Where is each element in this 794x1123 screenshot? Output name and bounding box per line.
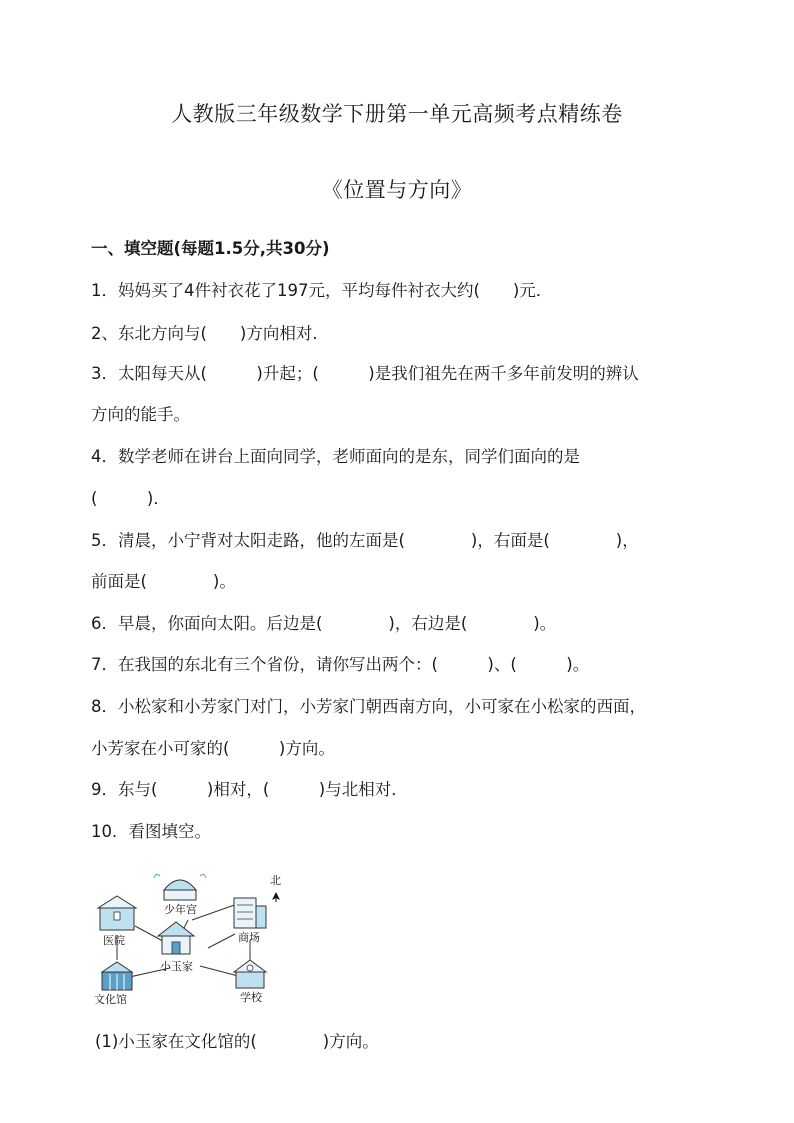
worksheet-title: 人教版三年级数学下册第一单元高频考点精练卷: [171, 102, 623, 126]
question-line: 4．数学老师在讲台上面向同学，老师面向的是东，同学们面向的是: [91, 447, 580, 466]
north-label: 北: [270, 874, 281, 887]
map-label-culture: 文化馆: [94, 993, 127, 1006]
question-line: 前面是( )。: [91, 572, 236, 591]
map-label-mall: 商场: [238, 931, 260, 944]
question-line: 8．小松家和小芳家门对门，小芳家门朝西南方向，小可家在小松家的西面，: [91, 697, 646, 716]
location-map: [90, 868, 295, 1008]
worksheet-subtitle: 《位置与方向》: [321, 178, 473, 202]
question-line: 1．妈妈买了4件衬衣花了197元，平均每件衬衣大约( )元．: [91, 281, 553, 300]
map-label-palace: 少年宫: [164, 903, 197, 916]
question-line: 10．看图填空。: [91, 822, 211, 841]
map-label-home: 小玉家: [160, 960, 193, 973]
culture-center-icon: [102, 962, 132, 990]
north-arrow-icon: [272, 892, 280, 902]
home-icon: [158, 922, 194, 954]
question-line: 方向的能手。: [91, 405, 190, 424]
question-line: ( )．: [91, 489, 170, 508]
question-line: 5．清晨，小宁背对太阳走路，他的左面是( )，右面是( )，: [91, 531, 639, 550]
hospital-icon: [98, 896, 136, 930]
question-line: 6．早晨，你面向太阳。后边是( )，右边是( )。: [91, 614, 557, 633]
subquestion-1: (1)小玉家在文化馆的( )方向。: [95, 1032, 379, 1051]
map-label-hospital: 医院: [103, 934, 125, 947]
question-line: 9．东与( )相对，( )与北相对．: [91, 780, 408, 799]
section-heading: 一、填空题(每题1.5分,共30分): [91, 239, 330, 258]
question-line: 2、东北方向与( )方向相对.: [91, 324, 318, 343]
youth-palace-icon: [154, 874, 206, 900]
map-label-school: 学校: [240, 991, 262, 1004]
school-icon: [234, 960, 266, 988]
question-line: 小芳家在小可家的( )方向。: [91, 739, 335, 758]
question-line: 3．太阳每天从( )升起；( )是我们祖先在两千多年前发明的辨认: [91, 364, 639, 383]
question-line: 7．在我国的东北有三个省份，请你写出两个：( )、( )。: [91, 655, 590, 674]
mall-icon: [234, 898, 266, 928]
